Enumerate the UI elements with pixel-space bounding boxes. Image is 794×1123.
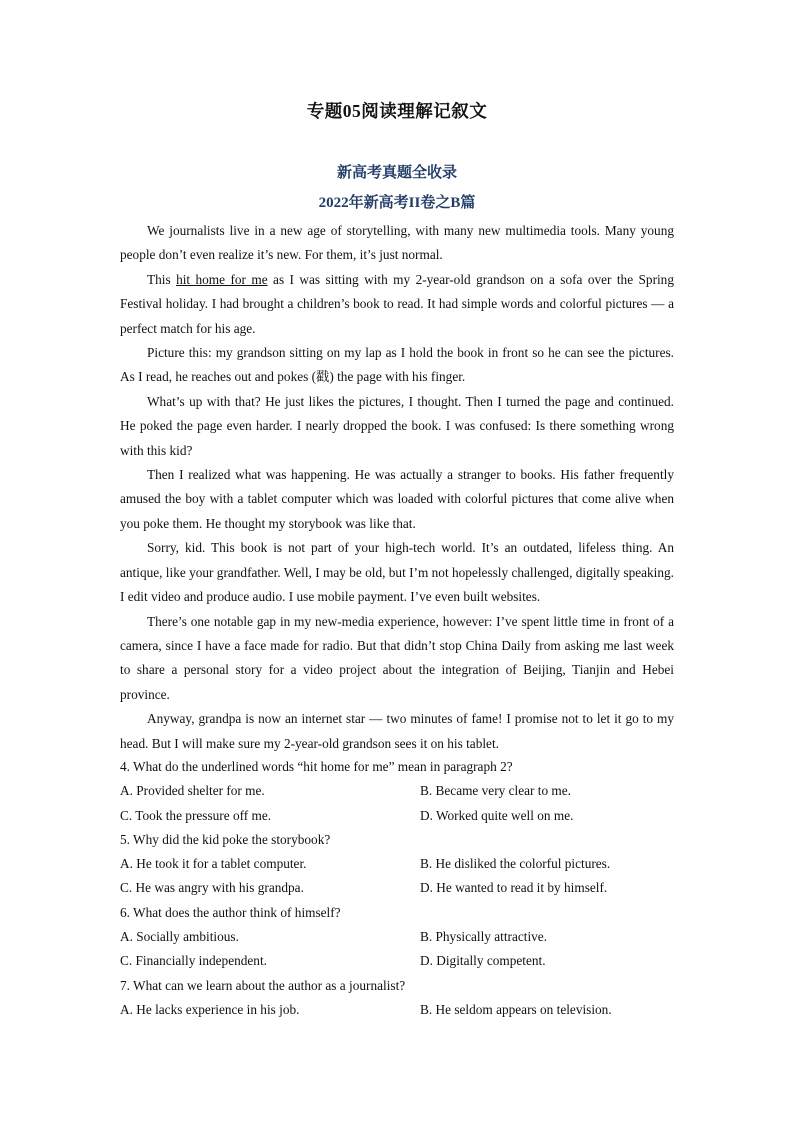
option-a: A. Provided shelter for me. [120, 783, 265, 799]
exam-source-title: 2022年新高考II卷之B篇 [318, 195, 476, 211]
option-row [120, 779, 720, 803]
question-stem: 6. What does the author think of himself? [120, 904, 341, 920]
paragraph-2 [120, 268, 674, 341]
paragraph-6: Sorry, kid. This book is not part of your high-tech world. It’s an outdated, lifeless thing. An antique, like your grandfather. Well, I may be old, but I’m not hopelessly challenged, digitally speaking. I edit video and produce audio. I use mobile payment. I’ve even built websites. [120, 540, 674, 605]
question-4 [120, 755, 720, 828]
option-c: C. Financially independent. [120, 953, 267, 969]
paragraph-5: Then I realized what was happening. He was actually a stranger to books. His father frequently amused the boy with a tablet computer which was loaded with colorful pictures that come alive when you poke them. He thought my storybook was like that. [120, 467, 674, 531]
paragraph-2-lead: This [147, 271, 177, 287]
option-a: A. Socially ambitious. [120, 929, 239, 945]
question-stem: 7. What can we learn about the author as a journalist? [120, 977, 406, 993]
underlined-phrase: hit home for me [176, 271, 268, 287]
question-list [120, 755, 720, 1022]
paragraph-7: There’s one notable gap in my new-media experience, however: I’ve spent little time in front of a camera, since I have a face made for radio. But that didn’t stop China Daily from asking me last week to share a personal story for a video project about the integration of Beijing, Tianjin and Hebei province. [120, 613, 674, 702]
question-stem: 4. What do the underlined words “hit home for me” mean in paragraph 2? [120, 759, 513, 774]
option-row [120, 876, 720, 900]
reading-passage [120, 219, 674, 756]
option-b: B. He disliked the colorful pictures. [420, 856, 611, 872]
paragraph-3: Picture this: my grandson sitting on my lap as I hold the book in front so he can see the pictures. As I read, he reaches out and pokes (戳) the page with his finger. [120, 345, 674, 385]
section-subtitle: 新高考真题全收录 [336, 165, 457, 181]
paragraph-8: Anyway, grandpa is now an internet star — two minutes of fame! I promise not to let it go to my head. But I will make sure my 2-year-old grandson sees it on his tablet. [120, 711, 674, 751]
option-b: B. He seldom appears on television. [420, 1001, 612, 1017]
option-a: A. He took it for a tablet computer. [120, 856, 307, 872]
option-row [120, 949, 720, 973]
question-6 [120, 901, 720, 974]
page-title: 专题05阅读理解记叙文 [306, 101, 488, 121]
paragraph-1: We journalists live in a new age of storytelling, with many new multimedia tools. Many young people don’t even realize it’s new. For them, it’s just normal. [120, 223, 674, 263]
question-5 [120, 828, 720, 901]
paragraph-4: What’s up with that? He just likes the pictures, I thought. Then I turned the page and continued. He poked the page even harder. I nearly dropped the book. I was confused: Is there something wrong with this kid? [120, 393, 674, 458]
option-row [120, 925, 720, 949]
option-b: B. Physically attractive. [420, 929, 548, 945]
option-row [120, 852, 720, 876]
option-d: D. Digitally competent. [420, 953, 546, 969]
option-b: B. Became very clear to me. [420, 783, 571, 799]
option-c: C. He was angry with his grandpa. [120, 880, 304, 896]
option-row [120, 804, 720, 828]
option-d: D. He wanted to read it by himself. [420, 880, 608, 896]
option-row [120, 998, 720, 1022]
question-7 [120, 974, 720, 1023]
option-d: D. Worked quite well on me. [420, 807, 574, 823]
option-c: C. Took the pressure off me. [120, 807, 272, 823]
question-stem: 5. Why did the kid poke the storybook? [120, 831, 331, 847]
option-a: A. He lacks experience in his job. [120, 1001, 300, 1017]
paragraph-2-rest: as I was sitting with my 2-year-old grandson on a sofa over the Spring Festival holiday. I had brought a children’s book to read. It had simple words and colorful pictures — a perfect match for his age. [120, 271, 674, 336]
